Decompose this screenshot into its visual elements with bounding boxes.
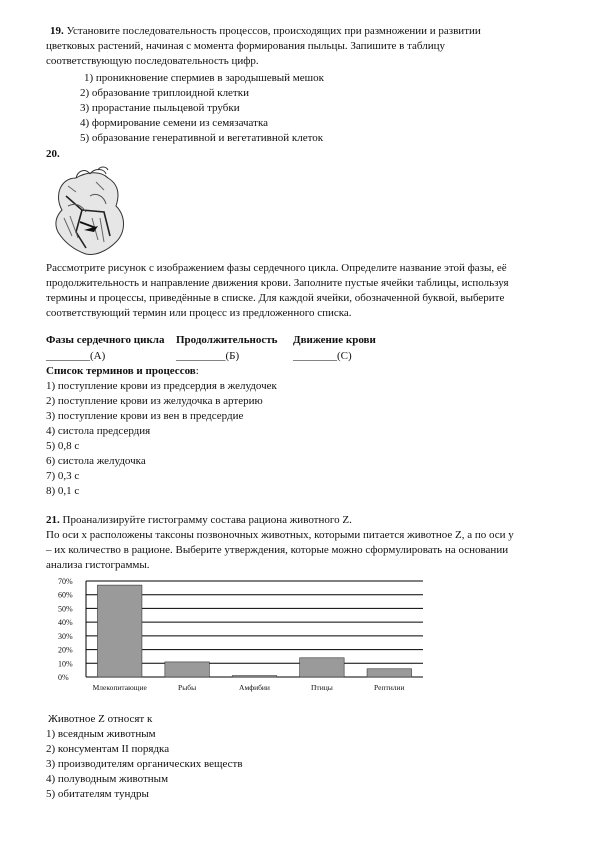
term-item: 5) 0,8 с bbox=[46, 440, 80, 452]
q21-option: 2) консументам II порядка bbox=[46, 743, 170, 755]
q21-line: – их количество в рационе. Выберите утверждения, которые можно сформулировать на основании bbox=[46, 544, 509, 556]
terms-list-title bbox=[46, 364, 199, 379]
q21-number: 21. bbox=[46, 514, 60, 526]
y-tick-label: 20% bbox=[58, 645, 73, 655]
q19-option: 5) образование генеративной и вегетативной клеток bbox=[80, 132, 324, 144]
q20-line: продолжительность и направление движения крови. Заполните пустые ячейки таблицы, используя bbox=[46, 277, 509, 289]
q19-line-1: Установите последовательность процессов, происходящих при размножении и развитии bbox=[66, 25, 481, 37]
q21-stem: Животное Z относят к bbox=[48, 713, 153, 725]
q21-line: По оси х расположены таксоны позвоночных животных, которыми питается животное Z, а по оси у bbox=[46, 529, 514, 541]
y-tick-label: 40% bbox=[58, 618, 73, 628]
q21-header bbox=[46, 513, 352, 528]
q19-option: 4) формирование семени из семязачатка bbox=[80, 117, 269, 129]
q21-line: анализа гистограммы. bbox=[46, 559, 150, 571]
terms-list-title-colon: : bbox=[195, 365, 199, 377]
term-item: 6) систола желудочка bbox=[46, 455, 146, 467]
y-tick-label: 60% bbox=[58, 590, 73, 600]
heart-illustration bbox=[46, 166, 132, 258]
q21-first-line: Проанализируйте гистограмму состава рациона животного Z. bbox=[62, 514, 352, 526]
diet-histogram bbox=[56, 573, 429, 701]
bar bbox=[232, 676, 276, 677]
table-cell-b: _________(Б) bbox=[176, 350, 240, 362]
x-tick-label: Птицы bbox=[311, 683, 333, 692]
term-item: 1) поступление крови из предсердия в желудочек bbox=[46, 380, 277, 392]
q19-line-3: соответствующую последовательность цифр. bbox=[46, 55, 259, 67]
y-tick-label: 30% bbox=[58, 631, 73, 641]
bar bbox=[97, 585, 141, 677]
term-item: 4) систола предсердия bbox=[46, 425, 151, 437]
q19-number: 19. bbox=[50, 25, 64, 37]
y-tick-label: 50% bbox=[58, 604, 73, 614]
term-item: 2) поступление крови из желудочка в артерию bbox=[46, 395, 263, 407]
table-cell-a: ________(А) bbox=[46, 350, 106, 362]
table-header-blood-flow: Движение крови bbox=[293, 334, 376, 346]
q20-number: 20. bbox=[46, 148, 60, 160]
q21-option: 4) полуводным животным bbox=[46, 773, 169, 785]
y-tick-label: 70% bbox=[58, 577, 73, 586]
table-cell-c: ________(С) bbox=[293, 350, 352, 362]
table-header-phase: Фазы сердечного цикла bbox=[46, 334, 165, 346]
term-item: 7) 0,3 с bbox=[46, 470, 80, 482]
q21-option: 1) всеядным животным bbox=[46, 728, 156, 740]
y-tick-label: 0% bbox=[58, 673, 69, 682]
x-tick-label: Рыбы bbox=[178, 683, 197, 692]
q19-option: 2) образование триплоидной клетки bbox=[80, 87, 249, 99]
x-tick-label: Амфибии bbox=[239, 683, 270, 692]
term-item: 3) поступление крови из вен в предсердие bbox=[46, 410, 244, 422]
q20-line: Рассмотрите рисунок с изображением фазы сердечного цикла. Определите название этой фазы, её bbox=[46, 262, 507, 274]
y-tick-label: 10% bbox=[58, 659, 73, 669]
q21-option: 5) обитателям тундры bbox=[46, 788, 149, 800]
q19-line-2: цветковых растений, начиная с момента формирования пыльцы. Запишите в таблицу bbox=[46, 40, 446, 52]
table-header-duration: Продолжительность bbox=[176, 334, 278, 346]
chart-y-ticks bbox=[58, 577, 73, 682]
q19-option: 3) прорастание пыльцевой трубки bbox=[80, 102, 240, 114]
bar bbox=[300, 658, 344, 677]
bar bbox=[165, 662, 209, 677]
x-tick-label: Рептилии bbox=[374, 683, 405, 692]
x-tick-label: Млекопитающие bbox=[92, 683, 147, 692]
bar bbox=[367, 669, 411, 677]
q20-line: соответствующий термин или процесс из предложенного списка. bbox=[46, 307, 352, 319]
q21-option: 3) производителям органических веществ bbox=[46, 758, 243, 770]
chart-x-labels bbox=[93, 683, 405, 692]
q20-line: термины и процессы, приведённые в списке. Для каждой ячейки, обозначенной буквой, выберите bbox=[46, 292, 505, 304]
q19-option: 1) проникновение спермиев в зародышевый мешок bbox=[84, 72, 324, 84]
term-item: 8) 0,1 с bbox=[46, 485, 80, 497]
terms-list-title-text: Список терминов и процессов bbox=[46, 365, 196, 377]
q19-header bbox=[50, 24, 481, 39]
